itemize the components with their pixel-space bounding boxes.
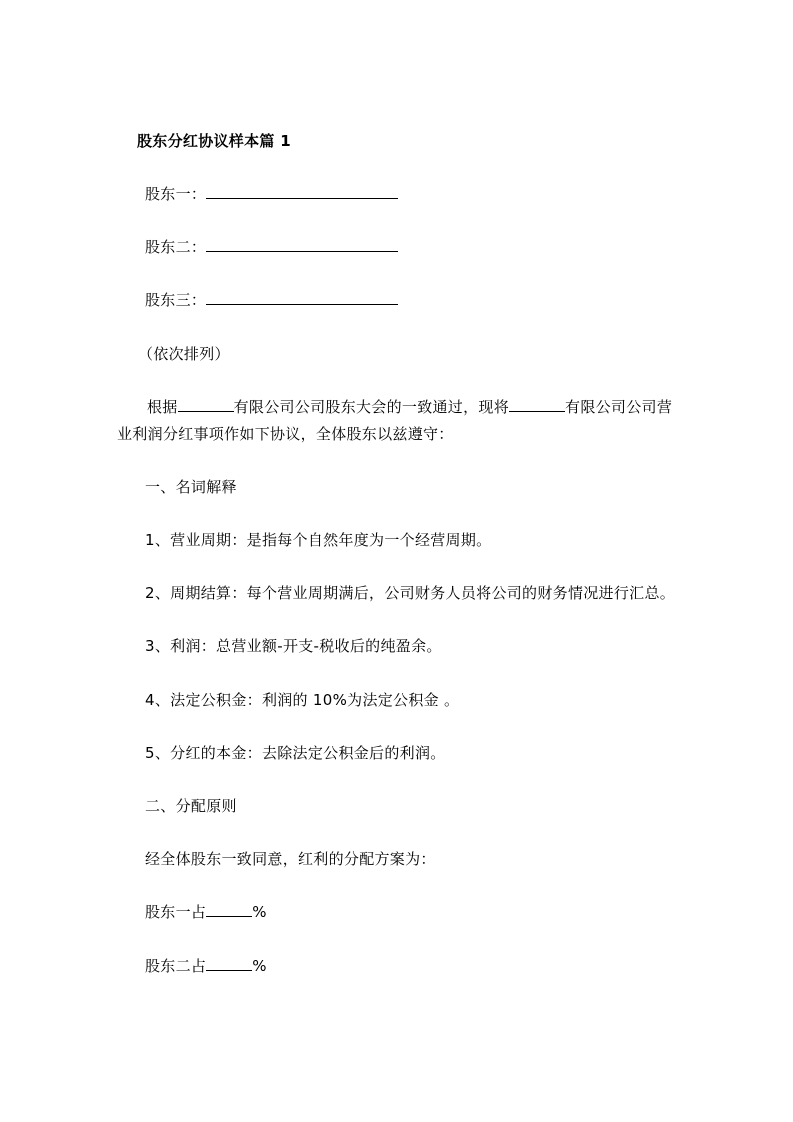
shareholder-2-blank: [206, 237, 398, 252]
shareholder-1-blank: [206, 184, 398, 199]
distribution-intro: 经全体股东一致同意，红利的分配方案为：: [145, 850, 436, 868]
intro-part-2: 有限公司公司股东大会的一致通过，现将: [233, 398, 510, 416]
shareholder-3-line: [145, 290, 398, 310]
definition-2: 2、周期结算：每个营业周期满后，公司财务人员将公司的财务情况进行汇总。: [145, 584, 676, 602]
intro-line-1: [147, 397, 672, 417]
company-name-blank-1: [178, 397, 234, 412]
shareholder-1-line: [145, 184, 398, 204]
order-note: （依次排列）: [138, 345, 230, 363]
definition-3: 3、利润：总营业额-开支-税收后的纯盈余。: [145, 637, 442, 655]
share-1-blank: [206, 902, 252, 917]
share-2-label: 股东二占: [145, 957, 207, 975]
shareholder-1-label: 股东一：: [145, 185, 207, 203]
intro-part-1: 根据: [147, 398, 178, 416]
shareholder-2-line: [145, 237, 398, 257]
share-1-percent: %: [252, 903, 267, 921]
shareholder-3-blank: [206, 290, 398, 305]
intro-part-3: 有限公司公司营: [565, 398, 673, 416]
section-1-heading: 一、名词解释: [145, 478, 237, 496]
share-2-blank: [206, 956, 252, 971]
shareholder-2-label: 股东二：: [145, 238, 207, 256]
document-title: 股东分红协议样本篇 1: [137, 132, 291, 150]
definition-4: 4、法定公积金：利润的 10%为法定公积金 。: [145, 691, 460, 709]
definition-1: 1、营业周期：是指每个自然年度为一个经营周期。: [145, 531, 492, 549]
section-2-heading: 二、分配原则: [145, 797, 237, 815]
share-2-line: [145, 956, 267, 976]
company-name-blank-2: [509, 397, 565, 412]
definition-5: 5、分红的本金：去除法定公积金后的利润。: [145, 744, 446, 762]
shareholder-3-label: 股东三：: [145, 291, 207, 309]
share-1-label: 股东一占: [145, 903, 207, 921]
intro-line-2: 业利润分红事项作如下协议，全体股东以兹遵守：: [117, 425, 454, 443]
share-2-percent: %: [252, 957, 267, 975]
share-1-line: [145, 902, 267, 922]
